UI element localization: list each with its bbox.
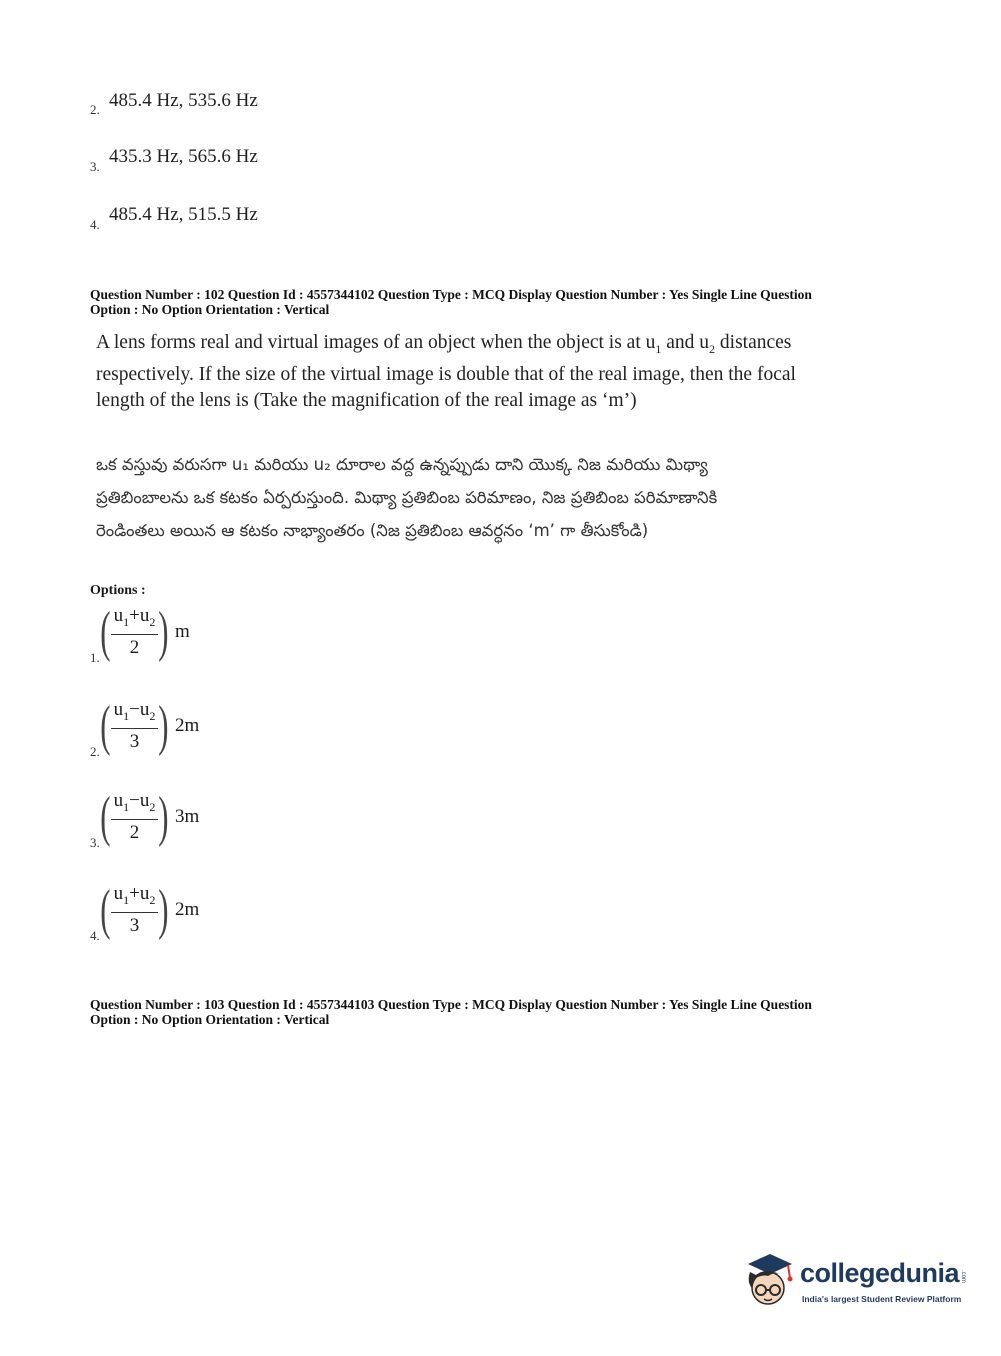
option-2-numerator: $u_1-u_2$ [111, 699, 159, 730]
question-102-english-line3: length of the lens is (Take the magnification of the real image as ‘m’) [96, 389, 637, 411]
question-102-english-line2: respectively. If the size of the virtual image is double that of the real image, then the focal [96, 363, 796, 385]
right-paren: ) [158, 786, 169, 848]
option-4-fraction [111, 883, 159, 938]
brand-com: .com [960, 1270, 966, 1284]
english-line1-part-b: and u [661, 332, 710, 353]
option-4-denominator: 3 [129, 915, 140, 937]
collegedunia-logo[interactable] [740, 1250, 970, 1312]
left-paren: ( [100, 601, 111, 663]
option-2-formula[interactable] [96, 695, 200, 757]
question-102-english-text [96, 330, 876, 414]
question-102-meta-line1: Question Number : 102 Question Id : 4557344102 Question Type : MCQ Display Question Number : Yes Single Line Question [90, 287, 812, 302]
option-2-denominator: 3 [129, 731, 140, 753]
option-3-numerator: $u_1-u_2$ [111, 790, 159, 821]
left-paren: ( [100, 786, 111, 848]
question-102-telugu-line1: ఒక వస్తువు వరుసగా u₁ మరియు u₂ దూరాల వద్ద ఉన్నప్పుడు దాని యొక్క నిజ మరియు మిథ్యా [96, 455, 708, 474]
question-103-meta-line2: Option : No Option Orientation : Vertical [90, 1012, 330, 1027]
prev-option-4-number: 4. [90, 217, 100, 232]
english-line1-part-c: distances [715, 332, 792, 353]
question-102-telugu-line3: రెండింతలు అయిన ఆ కటకం నాభ్యాంతరం (నిజ ప్రతిబింబ ఆవర్ధనం ‘m’ గా తీసుకోండి) [96, 521, 649, 540]
subscript-2: 2 [709, 341, 716, 356]
mascot-icon [740, 1250, 798, 1312]
prev-option-2-number: 2. [90, 102, 100, 117]
english-line1-part-a: A lens forms real and virtual images of an object when the object is at u [96, 332, 656, 353]
question-102-telugu-text [96, 448, 876, 547]
prev-option-2-text: 485.4 Hz, 535.6 Hz [109, 90, 258, 111]
option-1-formula[interactable] [96, 601, 190, 663]
question-103-meta [90, 997, 890, 1027]
left-paren: ( [100, 879, 111, 941]
question-103-meta-line1: Question Number : 103 Question Id : 4557344103 Question Type : MCQ Display Question Number : Yes Single Line Question [90, 997, 812, 1012]
option-1-number: 1. [90, 650, 100, 665]
option-2-fraction [111, 699, 159, 754]
option-4-formula[interactable] [96, 879, 200, 941]
option-3-denominator: 2 [129, 822, 140, 844]
option-2-multiplier: 2m [175, 715, 200, 736]
option-1-numerator: $u_1+u_2$ [111, 605, 159, 636]
prev-option-3-number: 3. [90, 159, 100, 174]
option-3-formula[interactable] [96, 786, 200, 848]
option-4-multiplier: 2m [175, 899, 200, 920]
option-1-denominator: 2 [129, 637, 140, 659]
brand-tagline: India's largest Student Review Platform [802, 1294, 962, 1304]
option-1-fraction [111, 605, 159, 660]
question-102-meta [90, 287, 890, 317]
question-102-meta-line2: Option : No Option Orientation : Vertical [90, 302, 330, 317]
option-4-numerator: $u_1+u_2$ [111, 883, 159, 914]
option-3-multiplier: 3m [175, 806, 200, 827]
prev-option-4-text: 485.4 Hz, 515.5 Hz [109, 204, 258, 225]
right-paren: ) [158, 695, 169, 757]
subscript-1: 1 [655, 341, 662, 356]
left-paren: ( [100, 695, 111, 757]
option-4-number: 4. [90, 928, 100, 943]
brand-name: collegedunia [800, 1258, 960, 1288]
option-3-fraction [111, 790, 159, 845]
right-paren: ) [158, 879, 169, 941]
option-2-number: 2. [90, 744, 100, 759]
option-3-number: 3. [90, 835, 100, 850]
options-label: Options : [90, 583, 146, 598]
question-102-english-line1 [96, 330, 876, 362]
prev-option-3-text: 435.3 Hz, 565.6 Hz [109, 146, 258, 167]
option-1-multiplier: m [175, 621, 190, 642]
question-102-telugu-line2: ప్రతిబింబాలను ఒక కటకం ఏర్పరుస్తుంది. మిథ్యా ప్రతిబింబ పరిమాణం, నిజ ప్రతిబింబ పరిమాణానికి [96, 488, 718, 507]
right-paren: ) [158, 601, 169, 663]
